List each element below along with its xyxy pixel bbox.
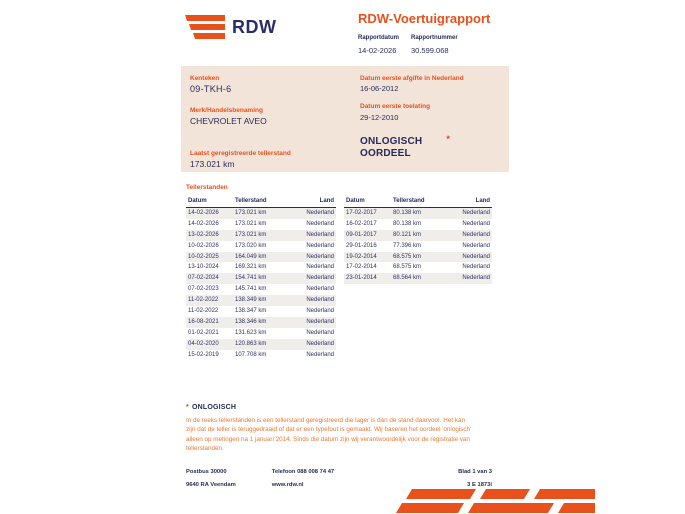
table-row — [186, 208, 336, 219]
table-row — [186, 295, 336, 306]
laatste-tellerstand-value: 173.021 km — [190, 158, 235, 169]
eerste-toelating-value: 29-12-2010 — [360, 112, 399, 122]
merk-value: CHEVROLET AVEO — [190, 116, 267, 127]
cell-land: Nederland — [306, 351, 334, 358]
odometer-table-right — [344, 196, 492, 284]
cell-datum: 14-02-2026 — [188, 210, 219, 216]
cell-tellerstand: 154.741 km — [235, 275, 267, 282]
cell-tellerstand: 138.349 km — [235, 297, 267, 304]
footer-form-code: 3 E 1873i — [467, 481, 492, 488]
rdw-wing-graphic — [378, 488, 595, 514]
eerste-toelating-label: Datum eerste toelating — [360, 103, 431, 111]
cell-land: Nederland — [462, 242, 490, 249]
cell-datum: 23-01-2014 — [346, 275, 377, 282]
table-row — [344, 208, 492, 219]
report-meta — [358, 35, 458, 55]
cell-tellerstand: 68.575 km — [393, 253, 422, 260]
cell-tellerstand: 173.021 km — [235, 210, 267, 216]
verdict-badge — [360, 134, 502, 161]
footer-postbus: Postbus 30000 — [186, 469, 227, 475]
cell-datum: 10-02-2026 — [188, 242, 219, 249]
cell-land: Nederland — [462, 264, 490, 271]
cell-datum: 07-02-2023 — [188, 286, 219, 293]
table-row — [344, 230, 492, 241]
table-header — [344, 196, 492, 208]
table-row — [344, 241, 492, 252]
cell-datum: 13-02-2026 — [188, 231, 219, 238]
cell-tellerstand: 77.396 km — [393, 242, 422, 249]
cell-land: Nederland — [462, 220, 490, 227]
footer-page-info — [458, 470, 492, 489]
cell-land: Nederland — [462, 231, 490, 238]
table-row — [186, 219, 336, 230]
cell-tellerstand: 120.863 km — [235, 340, 267, 347]
vehicle-summary-panel — [181, 66, 509, 172]
verdict-explanation — [186, 404, 474, 454]
column-header-datum: Datum — [188, 198, 207, 204]
cell-datum: 17-02-2017 — [346, 210, 377, 216]
cell-datum: 14-02-2026 — [188, 220, 219, 227]
cell-datum: 11-02-2022 — [188, 297, 219, 304]
cell-land: Nederland — [306, 231, 334, 238]
cell-land: Nederland — [306, 264, 334, 271]
table-row — [344, 252, 492, 263]
table-header — [186, 196, 336, 208]
report-number-value: 30.599.068 — [411, 46, 449, 56]
cell-tellerstand: 80.138 km — [393, 220, 422, 227]
vehicle-summary-right — [360, 75, 502, 161]
cell-land: Nederland — [306, 297, 334, 304]
cell-datum: 19-02-2014 — [346, 253, 377, 260]
column-header-tellerstand: Tellerstand — [235, 198, 267, 204]
table-row — [186, 328, 336, 339]
page-title: RDW-Voertuigrapport — [358, 11, 491, 26]
table-row — [186, 350, 336, 361]
table-row — [186, 262, 336, 273]
table-row — [186, 317, 336, 328]
laatste-tellerstand-label: Laatst geregistreerde tellerstand — [190, 149, 291, 157]
report-number-label: Rapportnummer — [411, 35, 458, 41]
odometer-section — [186, 184, 492, 360]
cell-datum: 01-02-2021 — [188, 329, 219, 336]
verdict-line-2: OORDEEL — [360, 148, 411, 160]
explanation-title-text: ONLOGISCH — [191, 404, 237, 411]
table-row — [186, 252, 336, 263]
table-body-right — [344, 208, 492, 284]
verdict-asterisk-icon: * — [446, 133, 451, 144]
table-row — [186, 230, 336, 241]
cell-land: Nederland — [306, 210, 334, 216]
footer-phone: Telefoon 088 008 74 47 — [271, 469, 335, 475]
cell-datum: 16-02-2017 — [346, 220, 377, 227]
odometer-tables — [186, 196, 492, 360]
cell-datum: 29-01-2016 — [346, 242, 377, 249]
column-header-tellerstand: Tellerstand — [393, 198, 425, 204]
cell-land: Nederland — [462, 275, 490, 282]
eerste-toelating-field — [360, 103, 502, 121]
table-body-left — [186, 208, 336, 360]
cell-datum: 17-02-2014 — [346, 264, 377, 271]
cell-land: Nederland — [462, 210, 490, 216]
cell-tellerstand: 131.623 km — [235, 329, 267, 336]
cell-land: Nederland — [306, 318, 334, 325]
kenteken-field — [190, 75, 291, 95]
merk-field — [190, 107, 291, 126]
cell-datum: 04-02-2020 — [188, 340, 219, 347]
cell-tellerstand: 169.321 km — [235, 264, 267, 271]
cell-datum: 09-01-2017 — [346, 231, 377, 238]
cell-tellerstand: 80.138 km — [393, 210, 422, 216]
verdict-text: ONLOGISCH — [360, 135, 423, 147]
cell-datum: 15-02-2019 — [188, 351, 219, 358]
cell-tellerstand: 68.575 km — [393, 264, 422, 271]
column-header-datum: Datum — [346, 198, 365, 204]
cell-datum: 07-02-2024 — [188, 275, 219, 282]
cell-land: Nederland — [306, 275, 334, 282]
footer-contact — [272, 470, 334, 489]
column-header-land: Land — [475, 198, 490, 204]
cell-tellerstand: 68.564 km — [393, 275, 422, 282]
footer-website: www.rdw.nl — [271, 481, 304, 488]
cell-tellerstand: 164.049 km — [235, 253, 267, 260]
cell-tellerstand: 138.347 km — [235, 308, 267, 315]
cell-tellerstand: 80.121 km — [393, 231, 422, 238]
cell-datum: 16-08-2021 — [188, 318, 219, 325]
merk-label: Merk/Handelsbenaming — [190, 107, 263, 115]
kenteken-value: 09-TKH-6 — [190, 84, 232, 95]
cell-datum: 10-02-2025 — [188, 253, 219, 260]
table-row — [344, 262, 492, 273]
report-date-field — [358, 35, 399, 55]
cell-tellerstand: 173.021 km — [235, 220, 267, 227]
table-row — [344, 219, 492, 230]
odometer-section-title: Tellerstanden — [186, 184, 228, 191]
table-row — [186, 339, 336, 350]
footer-city: 9640 RA Veendam — [186, 481, 236, 488]
report-date-label: Rapportdatum — [358, 35, 399, 41]
rdw-logo — [179, 13, 277, 41]
cell-land: Nederland — [306, 253, 334, 260]
cell-land: Nederland — [306, 286, 334, 293]
cell-land: Nederland — [306, 340, 334, 347]
table-row — [186, 241, 336, 252]
cell-tellerstand: 173.021 km — [235, 231, 267, 238]
column-header-land: Land — [319, 198, 334, 204]
report-number-field — [411, 35, 458, 55]
cell-datum: 13-10-2024 — [188, 264, 219, 271]
table-row — [186, 306, 336, 317]
cell-tellerstand: 107.708 km — [235, 351, 267, 358]
eerste-afgifte-value: 16-06-2012 — [360, 84, 399, 94]
kenteken-label: Kenteken — [190, 75, 220, 82]
cell-tellerstand: 145.741 km — [235, 286, 267, 293]
cell-land: Nederland — [306, 329, 334, 336]
odometer-table-left — [186, 196, 336, 360]
eerste-afgifte-field — [360, 75, 502, 93]
table-row — [344, 273, 492, 284]
cell-datum: 11-02-2022 — [188, 308, 219, 315]
table-row — [186, 284, 336, 295]
cell-land: Nederland — [306, 308, 334, 315]
eerste-afgifte-label: Datum eerste afgifte in Nederland — [360, 75, 464, 82]
cell-tellerstand: 138.346 km — [235, 318, 267, 325]
vehicle-summary-left — [190, 75, 291, 169]
explanation-asterisk-icon: * — [186, 404, 189, 411]
footer-page-number: Blad 1 van 3 — [458, 469, 492, 475]
footer-address — [186, 470, 236, 489]
cell-land: Nederland — [306, 220, 334, 227]
rdw-logo-text: RDW — [232, 16, 277, 37]
report-date-value: 14-02-2026 — [358, 46, 397, 56]
rdw-wing-icon — [179, 13, 227, 41]
verdict-line-1 — [360, 134, 502, 149]
explanation-body: In de reeks tellerstanden is een tellerstand geregistreerd die lager is dan de stand daarvoor. Het kan zijn dat de teller is teruggedraaid of dat er een typefout is gemaakt. Wij baseren het oordeel 'onlogisch' alleen op metingen na 1 januari 2014. Sinds die datum zijn wij verantwoordelijk voor de registratie van tellerstanden. — [186, 417, 472, 453]
explanation-title — [186, 404, 474, 411]
cell-land: Nederland — [306, 242, 334, 249]
cell-land: Nederland — [462, 253, 490, 260]
page-footer — [186, 470, 492, 489]
table-row — [186, 273, 336, 284]
cell-tellerstand: 173.020 km — [235, 242, 267, 249]
laatste-tellerstand-field — [190, 150, 291, 169]
